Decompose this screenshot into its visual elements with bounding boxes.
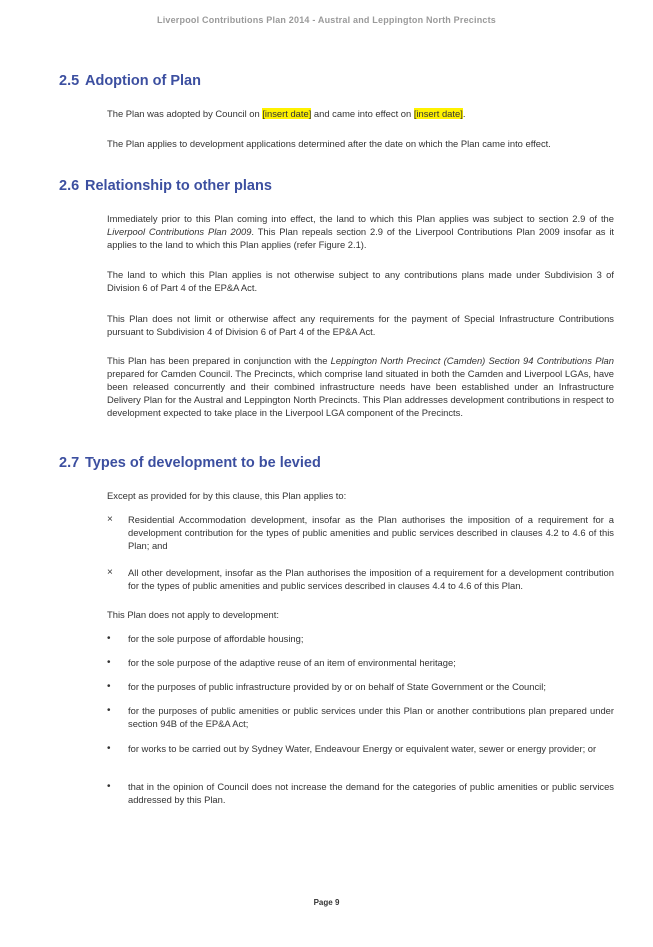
text-run: prepared for Camden Council. The Precincts, which comprise land situated in both the Camden and Liverpool LGAs, have been released concurrently and their combined infrastructure needs have been established under an Infrastructure Delivery Plan for the Austral and Leppington North Precincts. This Plan addresses development contributions in respect to development expected to take place in the Liverpool LGA component of the Precincts. bbox=[107, 368, 614, 418]
text-run: This Plan has been prepared in conjunction with the bbox=[107, 355, 331, 366]
list-item-text: for the purposes of public amenities or public services under this Plan or another contributions plan prepared under section 94B of the EP&A Act; bbox=[128, 705, 614, 729]
highlighted-placeholder: [insert date] bbox=[262, 108, 312, 119]
list-item-text: that in the opinion of Council does not increase the demand for the categories of public amenities or public services addressed by this Plan. bbox=[128, 781, 614, 805]
bullet-icon: • bbox=[107, 657, 111, 668]
list-item bbox=[107, 704, 614, 730]
paragraph-applies-intro: Except as provided for by this clause, this Plan applies to: bbox=[107, 490, 347, 501]
list-item-text: for the purposes of public infrastructure provided by or on behalf of State Government or the Council; bbox=[128, 681, 546, 692]
list-item bbox=[107, 513, 614, 552]
paragraph-special-infrastructure: This Plan does not limit or otherwise affect any requirements for the payment of Special Infrastructure Contributions pursuant to Subdivision 4 of Division 6 of Part 4 of the EP&A Act. bbox=[107, 313, 614, 337]
section-number: 2.6 bbox=[59, 178, 80, 194]
paragraph-adoption bbox=[107, 107, 614, 120]
section-number: 2.7 bbox=[59, 455, 80, 471]
bullet-icon: • bbox=[107, 743, 111, 754]
section-heading-2-5 bbox=[59, 73, 201, 89]
paragraph-not-apply-intro: This Plan does not apply to development: bbox=[107, 609, 279, 620]
bullet-icon: • bbox=[107, 705, 111, 716]
text-run: . This Plan repeals section 2.9 of the Liverpool Contributions Plan 2009 insofar as it applies to the land to which this Plan applies (refer Figure 2.1). bbox=[107, 226, 615, 250]
bullet-icon: • bbox=[107, 633, 111, 644]
list-item bbox=[107, 780, 614, 806]
list-item bbox=[107, 656, 614, 669]
page-number: Page 9 bbox=[313, 898, 340, 907]
cross-bullet-icon: × bbox=[107, 567, 113, 578]
list-item bbox=[107, 742, 614, 755]
section-heading-2-7 bbox=[59, 455, 321, 471]
running-header: Liverpool Contributions Plan 2014 - Austral and Leppington North Precincts bbox=[157, 15, 496, 25]
list-item bbox=[107, 680, 614, 693]
list-item bbox=[107, 566, 614, 592]
paragraph-prior-plan bbox=[107, 212, 614, 251]
highlighted-placeholder: [insert date] bbox=[413, 108, 463, 119]
section-heading-2-6 bbox=[59, 178, 272, 194]
text-run: Immediately prior to this Plan coming into effect, the land to which this Plan applies was subject to section 2.9 of the bbox=[107, 213, 614, 224]
section-title: Adoption of Plan bbox=[85, 73, 201, 89]
text-run: . bbox=[462, 108, 466, 119]
list-item-text: Residential Accommodation development, insofar as the Plan authorises the imposition of a requirement for a development contribution for the types of public amenities and public services described in clauses 4.2 to 4.6 of this Plan; and bbox=[128, 514, 614, 551]
section-title: Types of development to be levied bbox=[85, 455, 321, 471]
list-item-text: for works to be carried out by Sydney Water, Endeavour Energy or equivalent water, sewer or energy provider; or bbox=[128, 743, 597, 754]
section-number: 2.5 bbox=[59, 73, 80, 89]
list-item-text: for the sole purpose of the adaptive reuse of an item of environmental heritage; bbox=[128, 657, 456, 668]
text-run: The Plan was adopted by Council on bbox=[107, 108, 263, 119]
bullet-icon: • bbox=[107, 681, 111, 692]
paragraph-camden-plan bbox=[107, 354, 614, 419]
paragraph-no-other-plans: The land to which this Plan applies is not otherwise subject to any contributions plans made under Subdivision 3 of Division 6 of Part 4 of the EP&A Act. bbox=[107, 269, 614, 293]
italic-plan-name: Leppington North Precinct (Camden) Section 94 Contributions Plan bbox=[330, 355, 614, 366]
section-title: Relationship to other plans bbox=[85, 178, 272, 194]
italic-plan-name: Liverpool Contributions Plan 2009 bbox=[107, 226, 252, 237]
list-item-text: All other development, insofar as the Plan authorises the imposition of a requirement for a development contribution for the types of public amenities and public services described in clauses 4.4 to 4.6 of this Plan. bbox=[128, 567, 614, 591]
text-run: and came into effect on bbox=[311, 108, 414, 119]
list-item bbox=[107, 632, 614, 645]
list-item-text: for the sole purpose of affordable housing; bbox=[128, 633, 304, 644]
paragraph-applies: The Plan applies to development applications determined after the date on which the Plan came into effect. bbox=[107, 138, 551, 149]
bullet-icon: • bbox=[107, 781, 111, 792]
cross-bullet-icon: × bbox=[107, 514, 113, 525]
